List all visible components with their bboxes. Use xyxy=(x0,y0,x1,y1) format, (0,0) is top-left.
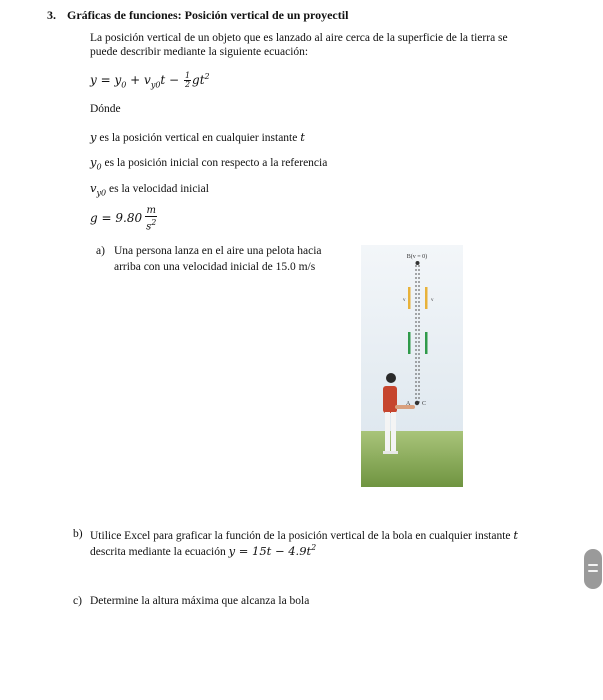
scroll-handle[interactable] xyxy=(584,549,602,589)
grip-line-icon xyxy=(588,564,598,566)
part-b-line-1: Utilice Excel para graficar la función de la posición vertical de la bola en cualquier instante t xyxy=(90,528,519,542)
part-a-label: a) xyxy=(96,245,105,257)
donde-label: Dónde xyxy=(90,103,121,115)
projectile-figure xyxy=(361,245,463,487)
label-v-left: v xyxy=(403,298,406,303)
part-c-text: Determine la altura máxima que alcanza la bola xyxy=(90,595,310,607)
definition-y: y es la posición vertical en cualquier instante t xyxy=(90,130,305,144)
intro-line-1: La posición vertical de un objeto que es lanzado al aire cerca de la superficie de la tierra se xyxy=(90,32,508,44)
definition-y0: $y_0$ es la posición inicial con respecto a la referencia xyxy=(90,155,328,172)
part-a-line-2: arriba con una velocidad inicial de 15.0 m/s xyxy=(114,261,316,273)
ball-top xyxy=(416,261,420,265)
one-half-fraction: $\frac{1}{2}$ xyxy=(184,71,191,89)
part-b-label: b) xyxy=(73,528,83,540)
label-c: C xyxy=(422,401,427,407)
label-b-top: B(v = 0) xyxy=(406,254,428,260)
motion-equation: $y = y_0 + v_{y0}t$ − $\frac{1}{2}$ $gt^2$ xyxy=(90,71,210,90)
label-a: A xyxy=(406,401,411,407)
projectile-illustration xyxy=(361,245,463,487)
label-v-right: v xyxy=(431,298,434,303)
part-a-line-1: Una persona lanza en el aire una pelota hacia xyxy=(114,245,322,257)
gravity-value: g = 9.80 $\frac{m}{s^2}$ xyxy=(90,205,157,233)
grip-line-icon xyxy=(588,570,598,572)
grass xyxy=(361,431,463,487)
part-b-line-2: descrita mediante la ecuación $y = 15t - 4.9t^2$ xyxy=(90,543,317,558)
definition-vy0: $v_{y0}$ es la velocidad inicial xyxy=(90,181,209,198)
problem-number: 3. xyxy=(47,8,56,22)
problem-title: Gráficas de funciones: Posición vertical de un proyectil xyxy=(67,8,349,22)
ball-start xyxy=(415,401,419,405)
intro-line-2: puede describir mediante la siguiente ecuación: xyxy=(90,46,309,58)
part-b-equation: $y = 15t - 4.9t^2$ xyxy=(228,543,317,558)
part-c-label: c) xyxy=(73,595,82,607)
gravity-units: $\frac{m}{s^2}$ xyxy=(146,205,157,233)
